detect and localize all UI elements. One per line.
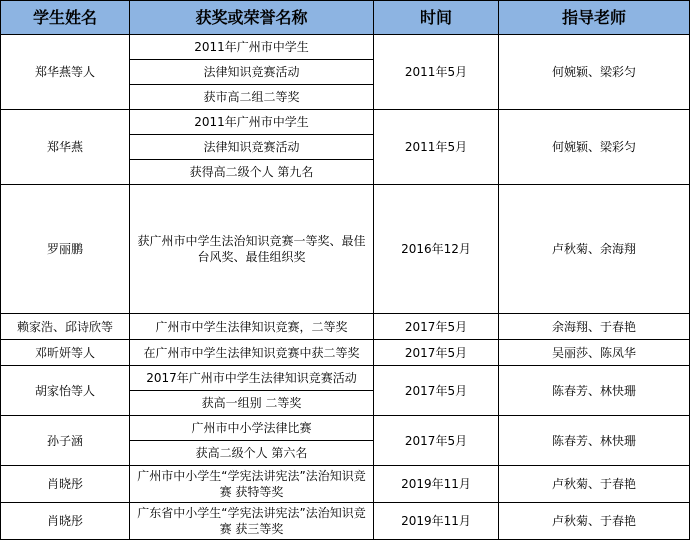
student-name: 肖晓彤 [1, 503, 130, 540]
award-line: 获高一组别 二等奖 [130, 391, 374, 416]
award-line: 2011年广州市中学生 [130, 110, 374, 135]
header-time: 时间 [374, 1, 499, 35]
award-line: 广州市中学生法律知识竞赛，二等奖 [130, 314, 374, 340]
teacher-name: 何婉颖、梁彩匀 [499, 110, 690, 185]
award-time: 2017年5月 [374, 314, 499, 340]
header-student: 学生姓名 [1, 1, 130, 35]
table-row [1, 503, 690, 540]
teacher-name: 吴丽莎、陈凤华 [499, 340, 690, 366]
header-award: 获奖或荣誉名称 [130, 1, 374, 35]
teacher-name: 陈春芳、林快珊 [499, 366, 690, 416]
student-name: 肖晓彤 [1, 466, 130, 503]
table-row [1, 185, 690, 314]
award-time: 2011年5月 [374, 35, 499, 110]
award-line: 2017年广州市中学生法律知识竞赛活动 [130, 366, 374, 391]
award-time: 2019年11月 [374, 466, 499, 503]
award-time: 2019年11月 [374, 503, 499, 540]
student-name: 胡家怡等人 [1, 366, 130, 416]
award-line: 获高二级个人 第六名 [130, 441, 374, 466]
teacher-name: 卢秋菊、于春艳 [499, 466, 690, 503]
award-time: 2017年5月 [374, 340, 499, 366]
table-row [1, 466, 690, 503]
teacher-name: 余海翔、于春艳 [499, 314, 690, 340]
teacher-name: 卢秋菊、余海翔 [499, 185, 690, 314]
table-row [1, 340, 690, 366]
award-line: 2011年广州市中学生 [130, 35, 374, 60]
student-name: 郑华燕等人 [1, 35, 130, 110]
student-name: 罗丽鹏 [1, 185, 130, 314]
table-row [1, 110, 690, 135]
teacher-name: 何婉颖、梁彩匀 [499, 35, 690, 110]
award-line: 法律知识竞赛活动 [130, 60, 374, 85]
award-line: 获得高二级个人 第九名 [130, 160, 374, 185]
award-line: 广州市中小学生“学宪法讲宪法”法治知识竞赛 获特等奖 [130, 466, 374, 503]
teacher-name: 陈春芳、林快珊 [499, 416, 690, 466]
award-time: 2011年5月 [374, 110, 499, 185]
award-time: 2017年5月 [374, 416, 499, 466]
award-time: 2016年12月 [374, 185, 499, 314]
award-line: 在广州市中学生法律知识竞赛中获二等奖 [130, 340, 374, 366]
table-row [1, 314, 690, 340]
award-line: 获市高二组二等奖 [130, 85, 374, 110]
award-time: 2017年5月 [374, 366, 499, 416]
award-line: 法律知识竞赛活动 [130, 135, 374, 160]
table-row [1, 35, 690, 60]
award-line: 获广州市中学生法治知识竞赛一等奖、最佳台风奖、最佳组织奖 [130, 185, 374, 314]
student-name: 赖家浩、邱诗欣等 [1, 314, 130, 340]
header-teacher: 指导老师 [499, 1, 690, 35]
award-line: 广州市中小学法律比赛 [130, 416, 374, 441]
table-row [1, 366, 690, 391]
award-line: 广东省中小学生“学宪法讲宪法”法治知识竞赛 获三等奖 [130, 503, 374, 540]
student-name: 邓昕妍等人 [1, 340, 130, 366]
student-name: 孙子涵 [1, 416, 130, 466]
student-name: 郑华燕 [1, 110, 130, 185]
teacher-name: 卢秋菊、于春艳 [499, 503, 690, 540]
table-row [1, 416, 690, 441]
header-row [1, 1, 690, 35]
